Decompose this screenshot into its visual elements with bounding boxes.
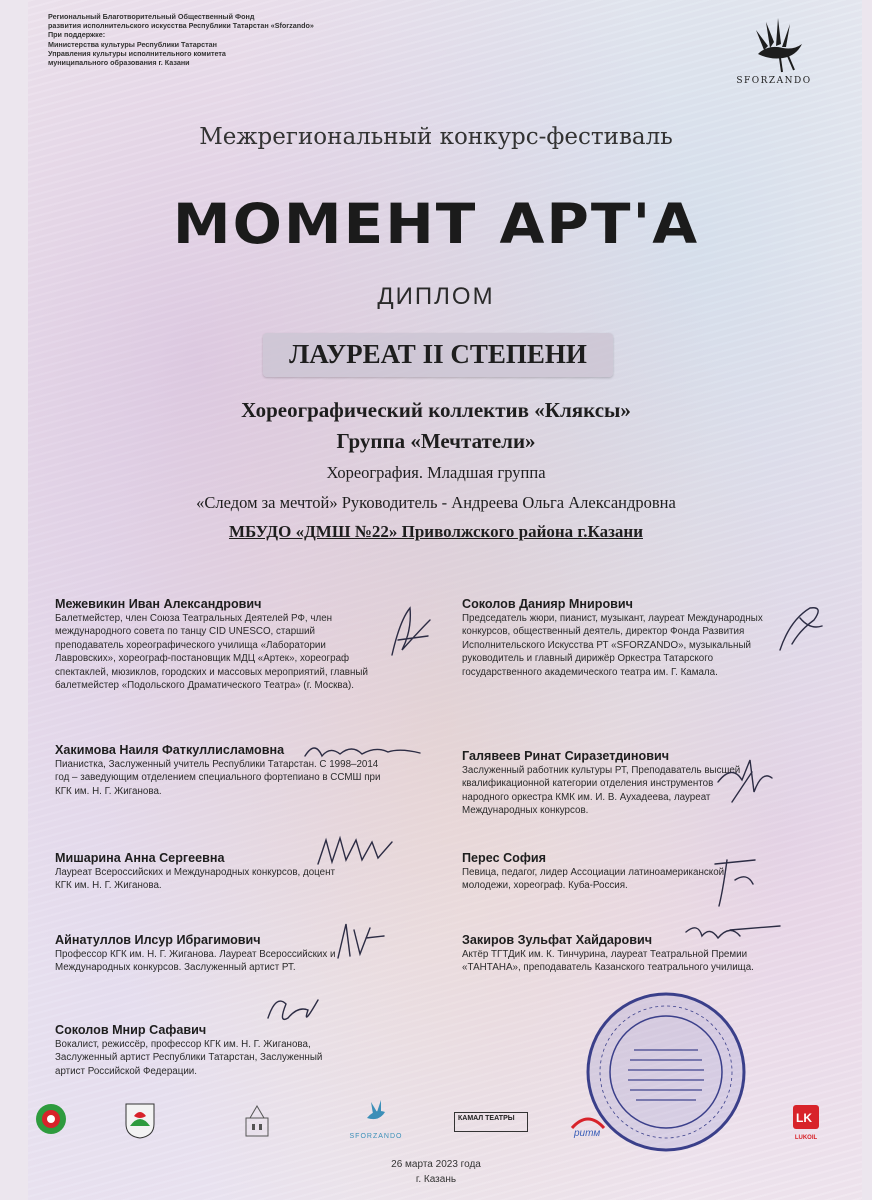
kamal-logo-text: КАМАЛ ТЕАТРЫ [458, 1115, 515, 1122]
juror-description: Лауреат Всероссийских и Международных конкурсов, доцент КГК им. Н. Г. Жиганова. [55, 867, 336, 892]
signature-misharina [312, 832, 402, 872]
juror-description: Профессор КГК им. Н. Г. Жиганова. Лауреат Всероссийских и Международных конкурсов. Заслуженный артист РТ. [55, 949, 336, 974]
juror-name: Межевикин Иван Александрович [55, 597, 262, 611]
winner-school: МБУДО «ДМШ №22» Приволжского района г.Казани [228, 522, 643, 541]
organizer-line: Управления культуры исполнительного комитета [48, 48, 226, 58]
juror-entry [55, 850, 335, 893]
logo-text: SFORZANDO [736, 76, 812, 86]
bird-icon [361, 1098, 391, 1128]
bird-icon [728, 14, 820, 76]
document-type: ДИПЛОМ [377, 283, 495, 310]
juror-name: Соколов Мнир Сафавич [55, 1023, 207, 1037]
sforzando-logo [728, 14, 820, 94]
event-title: МОМЕНТ АРТ'А [172, 191, 700, 257]
ritm-logo-icon [568, 1108, 608, 1138]
lukoil-icon [792, 1104, 820, 1130]
lukoil-text: LUKOIL [794, 1135, 818, 1141]
winner-category: Хореография. Младшая группа [326, 463, 546, 482]
winner-number-leader: «Следом за мечтой» Руководитель - Андреева Ольга Александровна [196, 493, 676, 512]
juror-name: Соколов Данияр Мнирович [462, 597, 633, 611]
organizer-line: Региональный Благотворительный Общественный Фонд [48, 12, 255, 21]
signature-zakirov [680, 916, 790, 956]
tatarstan-emblem-icon [34, 1102, 68, 1136]
signature-ainatullov [330, 918, 390, 968]
organizer-block [48, 12, 314, 67]
juror-name: Закиров Зульфат Хайдарович [462, 933, 653, 947]
kazan-coat-of-arms-icon [122, 1100, 158, 1140]
juror-description: Председатель жюри, пианист, музыкант, лауреат Международных конкурсов, общественный деятель, директор Фонда Развития Исполнительского Искусства РТ «SFORZANDO», музыкальный руководитель и главный дирижёр Оркестра Татарского государственного академического театра им. Г. Камала. [462, 613, 763, 678]
signature-sokolov-mnir [258, 988, 328, 1038]
organizer-line: развития исполнительского искусства Республики Татарстан «Sforzando» [48, 21, 314, 31]
signature-mezhevikin [380, 600, 440, 670]
juror-entry [462, 596, 782, 679]
juror-name: Айнатуллов Илсур Ибрагимович [55, 933, 261, 947]
juror-name: Галявеев Ринат Сиразетдинович [462, 749, 670, 763]
footer-logo-text: SFORZANDO [349, 1133, 403, 1140]
degree-title: ЛАУРЕАТ II СТЕПЕНИ [289, 339, 587, 369]
juror-description: Пианистка, Заслуженный учитель Республики Татарстан. С 1998–2014 год – заведующим отделением специального фортепиано в ССМШ при КГК им. Н. Г. Жиганова. [55, 759, 381, 797]
juror-entry [55, 932, 355, 975]
issue-city: г. Казань [415, 1174, 457, 1185]
juror-name: Мишарина Анна Сергеевна [55, 851, 225, 865]
sforzando-footer-logo [340, 1098, 412, 1140]
juror-entry [55, 596, 385, 692]
date-block [0, 1157, 872, 1187]
signature-galyaveev [712, 752, 782, 812]
juror-description: Вокалист, режиссёр, профессор КГК им. Н. Г. Жиганова, Заслуженный артист Республики Татарстан, Заслуженный артист Российской Федерации. [55, 1039, 323, 1077]
kremlin-icon [240, 1104, 274, 1138]
kamal-theatre-logo [454, 1112, 528, 1132]
signature-sokolov-daniyar [770, 600, 830, 660]
signature-peres [705, 850, 765, 910]
lukoil-logo [788, 1104, 824, 1141]
festival-subtitle: Межрегиональный конкурс-фестиваль [199, 124, 673, 150]
juror-name: Хакимова Наиля Фаткуллисламовна [55, 743, 285, 757]
issue-date: 26 марта 2023 года [391, 1159, 481, 1170]
juror-description: Балетмейстер, член Союза Театральных Деятелей РФ, член международного совета по танцу CID UNESCO, старший преподаватель хореографического училища «Лаборатории Лавровских», хореограф-постановщик МДЦ «Артек», хореограф спектаклей, мюзиклов, городских и массовых мероприятий, главный балетмейстер «Подольского Драматического Театра» (г. Москва). [55, 613, 368, 692]
juror-description: Актёр ТГТДиК им. К. Тинчурина, лауреат Театральной Премии «ТАНТАНА», преподаватель Казанского театрального училища. [462, 949, 754, 974]
organizer-line: Министерства культуры Республики Татарстан [48, 39, 217, 49]
winner-group: Группа «Мечтатели» [336, 429, 536, 453]
juror-description: Заслуженный работник культуры РТ, Преподаватель высшей квалификационной категории отделения инструментов народного оркестра КМК им. И. В. Аухадеева, лауреат Международных конкурсов. [462, 765, 741, 817]
signature-khakimova [300, 738, 430, 768]
organizer-line: При поддержке: [48, 30, 106, 40]
svg-text:ритм: ритм [574, 1128, 601, 1138]
juror-name: Перес София [462, 851, 546, 865]
winner-collective: Хореографический коллектив «Кляксы» [241, 398, 631, 422]
svg-text:LK: LK [796, 1111, 812, 1125]
foundation-seal [584, 990, 748, 1154]
organizer-line: муниципального образования г. Казани [48, 58, 190, 68]
juror-description: Певица, педагог, лидер Ассоциации латиноамериканской молодежи, хореограф. Куба-Россия. [462, 867, 725, 892]
